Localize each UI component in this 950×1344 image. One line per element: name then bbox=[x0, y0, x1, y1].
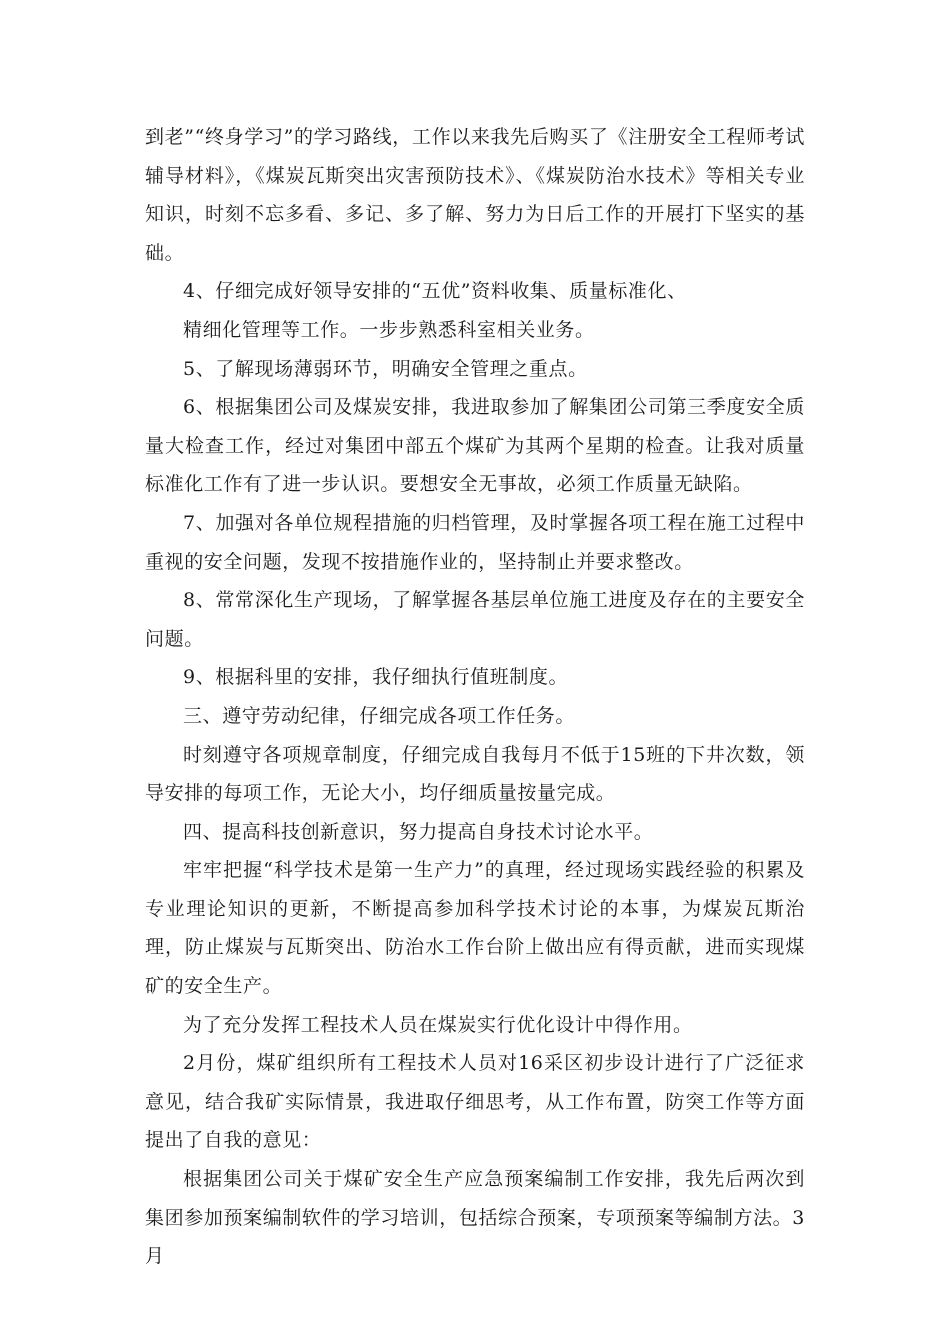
paragraph: 精细化管理等工作。一步步熟悉科室相关业务。 bbox=[183, 318, 595, 341]
paragraph: 为了充分发挥工程技术人员在煤炭实行优化设计中得作用。 bbox=[183, 1013, 693, 1036]
paragraph: 时刻遵守各项规章制度，仔细完成自我每月不低于15班的下井次数，领导安排的每项工作，无论大小，均仔细质量按量完成。 bbox=[145, 743, 805, 805]
section-heading: 三、遵守劳动纪律，仔细完成各项工作任务。 bbox=[183, 704, 576, 727]
paragraph: 7、加强对各单位规程措施的归档管理，及时掌握各项工程在施工过程中重视的安全问题，发现不按措施作业的，坚持制止并要求整改。 bbox=[145, 511, 805, 573]
paragraph: 2月份，煤矿组织所有工程技术人员对16采区初步设计进行了广泛征求意见，结合我矿实际情景，我进取仔细思考，从工作布置，防突工作等方面提出了自我的意见： bbox=[145, 1052, 805, 1152]
section-heading: 四、提高科技创新意识，努力提高自身技术讨论水平。 bbox=[183, 820, 654, 843]
paragraph: 根据集团公司关于煤矿安全生产应急预案编制工作安排，我先后两次到集团参加预案编制软件的学习培训，包括综合预案，专项预案等编制方法。3月 bbox=[145, 1168, 805, 1268]
paragraph: 5、了解现场薄弱环节，明确安全管理之重点。 bbox=[183, 357, 588, 380]
paragraph: 到老”“终身学习”的学习路线，工作以来我先后购买了《注册安全工程师考试辅导材料》，《煤炭瓦斯突出灾害预防技术》、《煤炭防治水技术》等相关专业知识，时刻不忘多看、多记、多了解、努力为日后工作的开展打下坚实的基础。 bbox=[145, 126, 805, 264]
paragraph: 4、仔细完成好领导安排的“五优”资料收集、质量标准化、 bbox=[183, 280, 687, 303]
paragraph: 9、根据科里的安排，我仔细执行值班制度。 bbox=[183, 666, 569, 689]
paragraph: 8、常常深化生产现场，了解掌握各基层单位施工进度及存在的主要安全问题。 bbox=[145, 589, 805, 650]
document-body bbox=[145, 118, 805, 1276]
paragraph: 牢牢把握“科学技术是第一生产力”的真理，经过现场实践经验的积累及专业理论知识的更新，不断提高参加科学技术讨论的本事，为煤炭瓦斯治理，防止煤炭与瓦斯突出、防治水工作台阶上做出应有得贡献，进而实现煤矿的安全生产。 bbox=[145, 859, 805, 998]
paragraph: 6、根据集团公司及煤炭安排，我进取参加了解集团公司第三季度安全质量大检查工作，经过对集团中部五个煤矿为其两个星期的检查。让我对质量标准化工作有了进一步认识。要想安全无事故，必须工作质量无缺陷。 bbox=[145, 396, 805, 496]
